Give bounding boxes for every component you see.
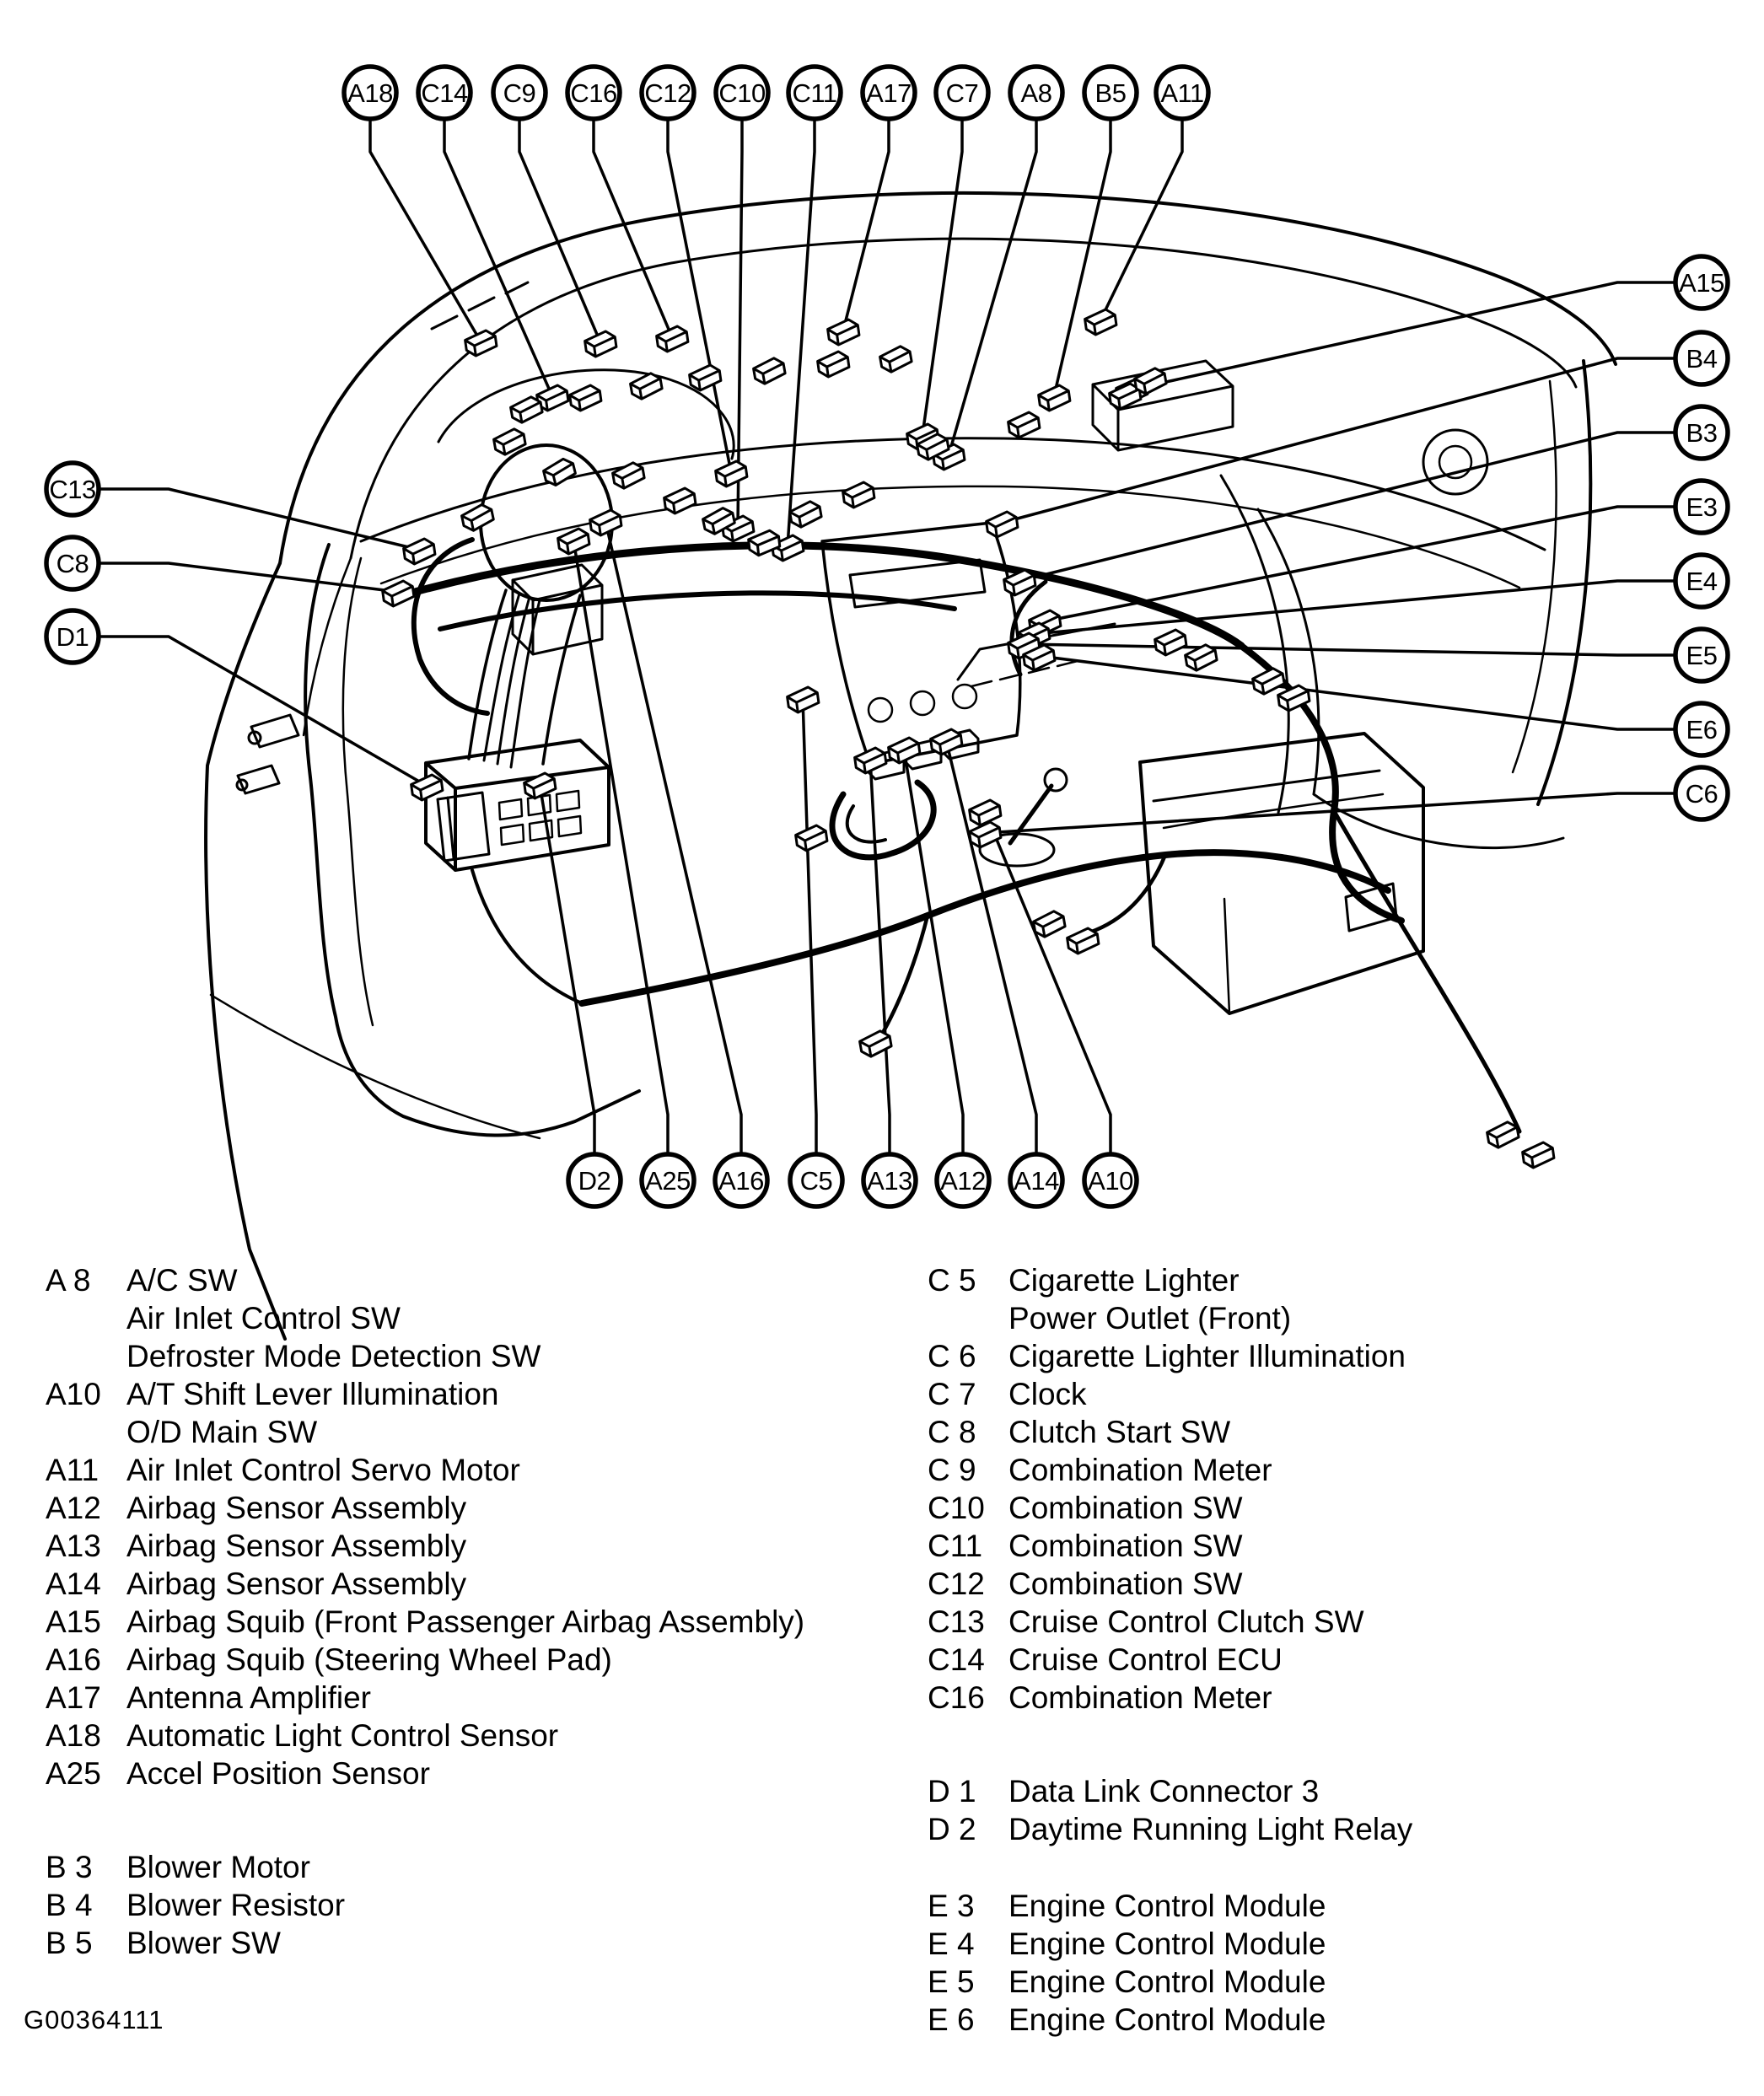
legend-description: Daytime Running Light Relay <box>1008 1812 1413 1846</box>
callout-A12 <box>937 1154 989 1207</box>
callout-label: C12 <box>644 78 691 108</box>
connector-icon <box>664 487 697 515</box>
legend-code: C12 <box>928 1567 985 1601</box>
legend-section-gap <box>46 1792 897 1848</box>
legend-entry <box>928 1337 1754 1375</box>
legend-description: Airbag Sensor Assembly <box>126 1491 467 1525</box>
legend-code: A13 <box>46 1529 101 1563</box>
legend-description: Engine Control Module <box>1008 1964 1326 1999</box>
legend-description: Airbag Squib (Front Passenger Airbag Assembly) <box>126 1604 805 1639</box>
legend-description: Combination SW <box>1008 1491 1243 1525</box>
callout-D2 <box>568 1154 621 1207</box>
callout-C16 <box>567 67 620 119</box>
legend-description: Power Outlet (Front) <box>1008 1301 1292 1336</box>
legend-description: Airbag Sensor Assembly <box>126 1567 467 1601</box>
callout-label: A15 <box>1679 268 1724 298</box>
legend-description: Cruise Control Clutch SW <box>1008 1604 1364 1639</box>
legend-description: Air Inlet Control SW <box>126 1301 401 1336</box>
connector-icon <box>524 772 557 800</box>
connector-icon <box>1486 1121 1519 1149</box>
callout-label: E4 <box>1686 567 1718 596</box>
connector-icon <box>879 345 912 374</box>
callout-label: A10 <box>1088 1166 1133 1196</box>
connector-icon <box>817 351 851 379</box>
callout-label: C8 <box>56 549 89 578</box>
connector-icon <box>986 511 1019 539</box>
connector-icon <box>589 509 623 537</box>
callout-E4 <box>1675 555 1728 607</box>
legend-entry <box>46 1641 897 1679</box>
leader-line-C14 <box>444 119 552 396</box>
legend-code: C13 <box>928 1604 985 1639</box>
callout-A25 <box>642 1154 694 1207</box>
leader-line-C12 <box>668 119 731 472</box>
callout-C6 <box>1675 767 1728 820</box>
legend-code: C 6 <box>928 1339 976 1373</box>
legend-entry <box>46 1451 897 1489</box>
callout-label: A11 <box>1160 78 1204 108</box>
legend-entry <box>46 1755 897 1792</box>
connector-icon <box>656 325 690 353</box>
callout-label: A12 <box>940 1166 986 1196</box>
callout-label: A18 <box>347 78 393 108</box>
legend-entry <box>46 1603 897 1641</box>
legend-code: B 5 <box>46 1926 93 1960</box>
connector-icon <box>1251 667 1285 696</box>
legend-description: Engine Control Module <box>1008 1927 1326 1961</box>
connector-icon <box>1522 1142 1556 1169</box>
legend-entry <box>928 1375 1754 1413</box>
legend-description: Defroster Mode Detection SW <box>126 1339 541 1373</box>
callout-label: B5 <box>1094 78 1127 108</box>
leader-line-D1 <box>99 637 427 786</box>
legend-entry <box>928 1772 1754 1810</box>
legend-code: A14 <box>46 1567 101 1601</box>
legend-description: O/D Main SW <box>126 1415 318 1449</box>
connector-icon <box>795 825 829 852</box>
callout-label: C9 <box>503 78 536 108</box>
leader-line-E6 <box>1039 656 1675 729</box>
legend-description: Data Link Connector 3 <box>1008 1774 1320 1808</box>
legend-description: Airbag Squib (Steering Wheel Pad) <box>126 1642 612 1677</box>
callout-A15 <box>1675 256 1728 309</box>
legend-code: C 7 <box>928 1377 976 1411</box>
legend-entry <box>928 2001 1754 2039</box>
callout-label: B4 <box>1686 344 1718 374</box>
legend-code: A10 <box>46 1377 101 1411</box>
legend-right-column <box>928 1261 1754 2039</box>
legend-entry <box>928 1963 1754 2001</box>
legend-code: D 1 <box>928 1774 976 1808</box>
legend-entry <box>928 1413 1754 1451</box>
connector-icon <box>689 364 723 392</box>
callout-A18 <box>344 67 396 119</box>
callout-E6 <box>1675 703 1728 755</box>
legend-description: Blower Motor <box>126 1850 310 1884</box>
callout-label: A13 <box>867 1166 912 1196</box>
callout-A14 <box>1010 1154 1062 1207</box>
legend-description: Clutch Start SW <box>1008 1415 1231 1449</box>
legend-entry <box>46 1489 897 1527</box>
legend-entry <box>928 1603 1754 1641</box>
callout-label: C14 <box>421 78 468 108</box>
legend-code: A12 <box>46 1491 101 1525</box>
connector-icon <box>557 528 591 556</box>
legend-description: Airbag Sensor Assembly <box>126 1529 467 1563</box>
callout-label: A8 <box>1020 78 1052 108</box>
callout-label: E6 <box>1686 715 1718 744</box>
callout-A11 <box>1156 67 1208 119</box>
callout-label: C7 <box>945 78 979 108</box>
leader-line-E4 <box>1034 581 1675 634</box>
callout-C14 <box>418 67 471 119</box>
callout-label: B3 <box>1686 418 1718 448</box>
legend-entry <box>46 1924 897 1962</box>
connector-icon <box>1133 367 1167 395</box>
leader-line-A11 <box>1100 119 1182 320</box>
connector-icon <box>969 821 1003 849</box>
legend-description: Engine Control Module <box>1008 1889 1326 1923</box>
callout-D1 <box>46 610 99 663</box>
legend-code: A11 <box>46 1453 99 1487</box>
callout-label: A17 <box>866 78 912 108</box>
legend-description: Blower Resistor <box>126 1888 346 1922</box>
connector-icon <box>842 481 876 509</box>
legend-entry <box>928 1527 1754 1565</box>
legend-entry <box>46 1375 897 1451</box>
legend-description: Accel Position Sensor <box>126 1756 430 1791</box>
legend-description: A/C SW <box>126 1263 238 1298</box>
legend-entry <box>928 1887 1754 1925</box>
callout-label: A16 <box>718 1166 764 1196</box>
callout-label: C13 <box>49 475 96 504</box>
connector-icon <box>569 384 603 412</box>
legend-code: B 4 <box>46 1888 93 1922</box>
callout-A8 <box>1010 67 1062 119</box>
leader-line-C5 <box>803 698 816 1154</box>
legend-code: D 2 <box>928 1812 976 1846</box>
leader-line-B3 <box>1019 433 1675 581</box>
legend-entry <box>928 1679 1754 1717</box>
connector-icon <box>752 357 786 385</box>
callout-C12 <box>642 67 694 119</box>
leader-line-C8 <box>99 563 398 592</box>
legend-code: C16 <box>928 1680 985 1715</box>
callout-label: D2 <box>578 1166 611 1196</box>
legend-code: A15 <box>46 1604 101 1639</box>
legend-entry <box>46 1565 897 1603</box>
legend-description: Blower SW <box>126 1926 281 1960</box>
legend-entry <box>46 1679 897 1717</box>
callout-label: D1 <box>56 622 89 652</box>
legend-code: A 8 <box>46 1263 91 1298</box>
callout-B4 <box>1675 332 1728 384</box>
connector-icon <box>1032 910 1066 938</box>
callout-label: C10 <box>718 78 766 108</box>
callout-label: C5 <box>799 1166 833 1196</box>
callout-E5 <box>1675 629 1728 681</box>
callout-label: A14 <box>1014 1166 1059 1196</box>
connector-icon <box>1008 411 1041 439</box>
legend-code: C 8 <box>928 1415 976 1449</box>
connector-icon <box>969 799 1003 827</box>
callout-label: C16 <box>570 78 617 108</box>
legend-code: E 6 <box>928 2002 975 2037</box>
legend-code: C11 <box>928 1529 983 1563</box>
legend-code: B 3 <box>46 1850 93 1884</box>
connector-icon <box>787 686 820 714</box>
callout-C10 <box>716 67 768 119</box>
connector-icon <box>1154 629 1188 657</box>
callout-label: C11 <box>792 78 837 108</box>
connector-icon <box>1084 309 1118 336</box>
legend-code: C 9 <box>928 1453 976 1487</box>
connector-icon <box>788 500 822 529</box>
legend-description: Automatic Light Control Sensor <box>126 1718 559 1753</box>
leader-line-C7 <box>922 119 962 435</box>
callout-E3 <box>1675 481 1728 533</box>
connector-icon <box>1038 384 1072 412</box>
connector-icon <box>629 372 663 400</box>
callout-label: E3 <box>1686 492 1718 522</box>
legend-description: A/T Shift Lever Illumination <box>126 1377 499 1411</box>
connector-icon <box>930 728 964 756</box>
callout-label: A25 <box>645 1166 691 1196</box>
leader-line-A13 <box>870 759 890 1154</box>
leader-line-A15 <box>1132 282 1675 390</box>
legend-code: C 5 <box>928 1263 976 1298</box>
connector-icon <box>854 747 888 775</box>
connector-icon <box>465 330 498 357</box>
connector-icon <box>611 461 645 490</box>
callout-C13 <box>46 463 99 515</box>
callout-label: E5 <box>1686 641 1718 670</box>
legend-description: Combination SW <box>1008 1567 1243 1601</box>
legend-entry <box>928 1451 1754 1489</box>
connector-icon <box>403 538 437 566</box>
legend-entry <box>46 1848 897 1886</box>
legend-code: A17 <box>46 1680 101 1715</box>
callout-C11 <box>788 67 841 119</box>
legend-entry <box>928 1810 1754 1848</box>
legend-code: A16 <box>46 1642 101 1677</box>
legend-description: Air Inlet Control Servo Motor <box>126 1453 520 1487</box>
connector-icon <box>715 460 749 488</box>
legend-description: Cigarette Lighter <box>1008 1263 1240 1298</box>
legend-description: Clock <box>1008 1377 1087 1411</box>
leader-line-A16 <box>605 521 741 1154</box>
legend-code: E 4 <box>928 1927 975 1961</box>
figure-id: G00364111 <box>24 2005 164 2034</box>
legend-description: Antenna Amplifier <box>126 1680 372 1715</box>
legend-description: Combination SW <box>1008 1529 1243 1563</box>
connector-icon <box>888 737 922 765</box>
legend-section-gap <box>928 1717 1754 1772</box>
connector-icon <box>827 319 861 347</box>
legend-code: A18 <box>46 1718 101 1753</box>
legend-description: Combination Meter <box>1008 1680 1272 1715</box>
legend-entry <box>928 1261 1754 1337</box>
callout-A10 <box>1084 1154 1137 1207</box>
legend-code: C10 <box>928 1491 985 1525</box>
legend-entry <box>46 1886 897 1924</box>
leader-line-C13 <box>99 489 419 550</box>
callout-B5 <box>1084 67 1137 119</box>
connector-icon <box>382 580 416 608</box>
callout-C5 <box>790 1154 842 1207</box>
leader-line-A8 <box>949 119 1036 455</box>
legend-code: E 3 <box>928 1889 975 1923</box>
connector-icon <box>460 503 495 533</box>
legend-code: C14 <box>928 1642 985 1677</box>
legend-left-column <box>46 1261 897 1962</box>
legend-description: Combination Meter <box>1008 1453 1272 1487</box>
leader-line-D2 <box>540 784 594 1154</box>
legend-description: Cigarette Lighter Illumination <box>1008 1339 1406 1373</box>
leader-line-C9 <box>519 119 600 342</box>
connector-icon <box>1067 927 1100 955</box>
connector-icon <box>509 395 543 424</box>
callout-A17 <box>863 67 915 119</box>
legend-code: A25 <box>46 1756 101 1791</box>
legend-entry <box>928 1641 1754 1679</box>
legend-entry <box>46 1261 897 1375</box>
callout-leader-lines <box>99 119 1675 1154</box>
callout-C7 <box>936 67 988 119</box>
leader-line-B5 <box>1054 119 1111 396</box>
legend-entry <box>928 1489 1754 1527</box>
legend-description: Engine Control Module <box>1008 2002 1326 2037</box>
legend-entry <box>46 1527 897 1565</box>
callout-C9 <box>493 67 546 119</box>
leader-line-A17 <box>843 119 889 331</box>
legend-entry <box>928 1925 1754 1963</box>
legend-entry <box>46 1717 897 1755</box>
callout-C8 <box>46 537 99 589</box>
legend-code: E 5 <box>928 1964 975 1999</box>
callout-A13 <box>863 1154 916 1207</box>
legend-entry <box>928 1565 1754 1603</box>
leader-line-C11 <box>788 119 815 546</box>
connector-icon <box>584 331 618 358</box>
legend-description: Cruise Control ECU <box>1008 1642 1283 1677</box>
legend-section-gap <box>928 1848 1754 1887</box>
callout-label: C6 <box>1685 779 1718 809</box>
callout-A16 <box>715 1154 767 1207</box>
callout-B3 <box>1675 406 1728 459</box>
